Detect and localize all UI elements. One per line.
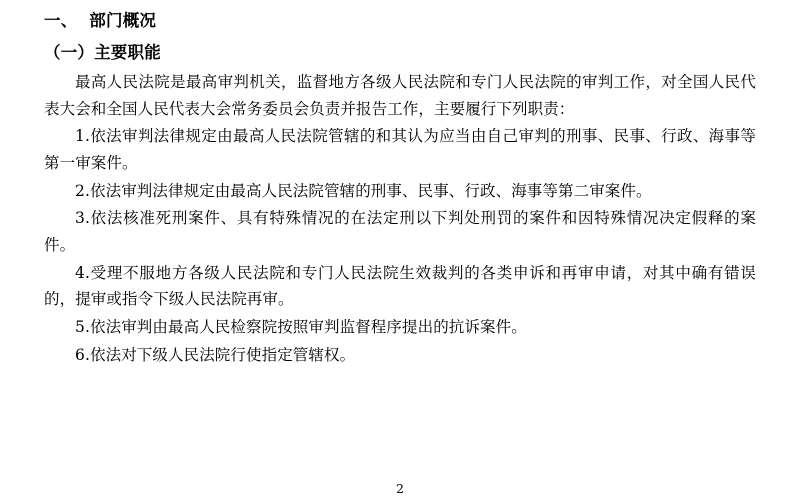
paragraph-item-4: 4.受理不服地方各级人民法院和专门人民法院生效裁判的各类申诉和再审申请，对其中确有错误的，提审或指令下级人民法院再审。 xyxy=(44,263,756,309)
paragraph-item-3: 3.依法核准死刑案件、具有特殊情况的在法定刑以下判处刑罚的案件和因特殊情况决定假释的案件。 xyxy=(44,209,756,255)
paragraph-item-1: 1.依法审判法律规定由最高人民法院管辖的和其认为应当由自己审判的刑事、民事、行政、海事等第一审案件。 xyxy=(44,127,756,173)
page-number: 2 xyxy=(396,481,404,496)
subsection-heading: （一）主要职能 xyxy=(44,42,161,62)
paragraph-item-5: 5.依法审判由最高人民检察院按照审判监督程序提出的抗诉案件。 xyxy=(75,318,527,337)
paragraph-intro: 最高人民法院是最高审判机关，监督地方各级人民法院和专门人民法院的审判工作，对全国人民代表大会和全国人民代表大会常务委员会负责并报告工作，主要履行下列职责： xyxy=(44,73,756,118)
section-heading: 一、 部门概况 xyxy=(44,11,157,30)
paragraph-item-2: 2.依法审判法律规定由最高人民法院管辖的刑事、民事、行政、海事等第二审案件。 xyxy=(75,181,652,200)
paragraph-item-6: 6.依法对下级人民法院行使指定管辖权。 xyxy=(75,345,356,364)
